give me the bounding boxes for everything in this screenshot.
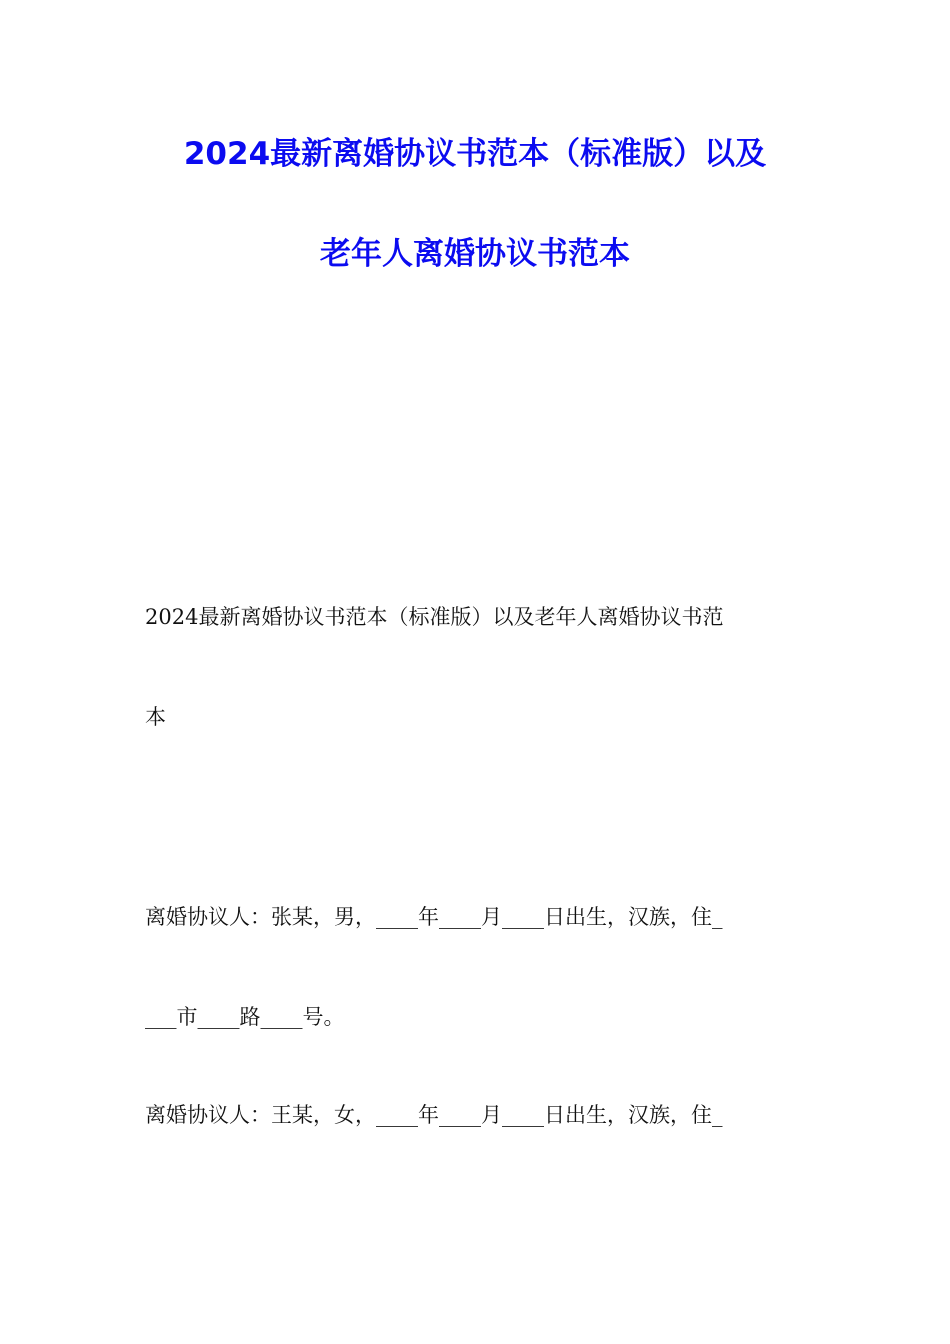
document-title-line-2: 老年人离婚协议书范本 bbox=[320, 236, 630, 272]
document-title-line-1: 2024最新离婚协议书范本（标准版）以及 bbox=[183, 136, 767, 172]
party-2-line: 离婚协议人：王某，女，____年____月____日出生，汉族，住_ bbox=[145, 1103, 723, 1127]
body-text-line: 2024最新离婚协议书范本（标准版）以及老年人离婚协议书范 bbox=[145, 605, 724, 629]
party-1-line: 离婚协议人：张某，男，____年____月____日出生，汉族，住_ bbox=[145, 905, 723, 929]
body-text-line: 本 bbox=[145, 705, 166, 729]
party-1-address-line: ___市____路____号。 bbox=[145, 1005, 345, 1029]
